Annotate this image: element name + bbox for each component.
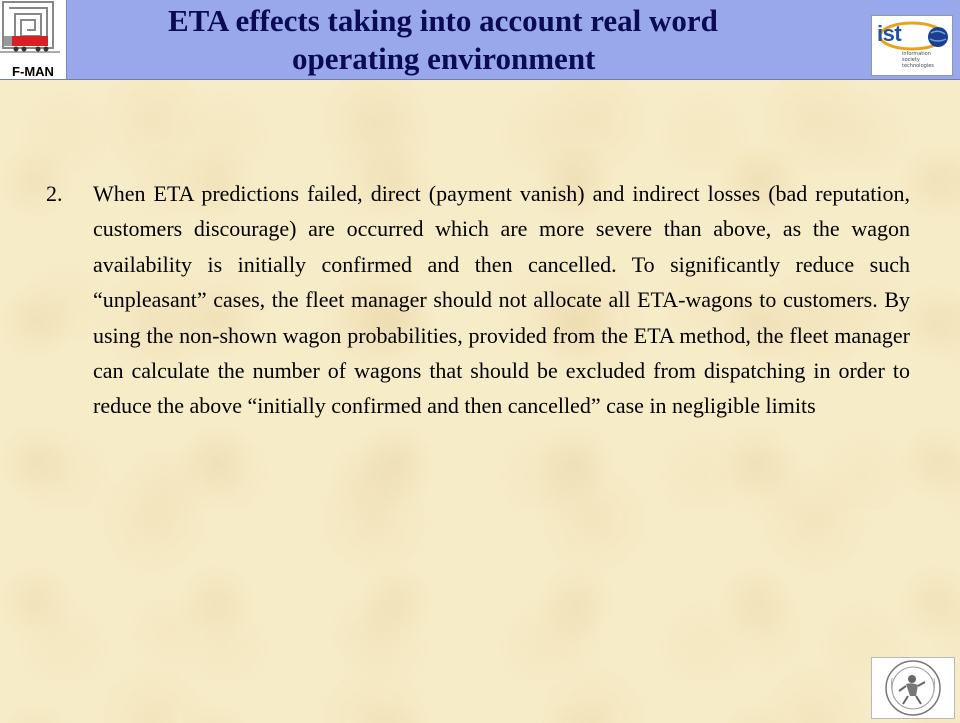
title-line-2: operating environment [292, 41, 596, 76]
ist-logo [871, 15, 953, 76]
page-title [70, 2, 870, 78]
list-item-number: 2. [46, 181, 63, 206]
fman-logo-text: F-MAN [12, 64, 54, 79]
header-bar [0, 0, 960, 80]
title-line-1: ETA effects taking into account real word [168, 3, 718, 38]
seal-emblem-icon [872, 658, 954, 718]
wagon-maze-icon [0, 0, 66, 64]
list-item-text: When ETA predictions failed, direct (payment vanish) and indirect losses (bad reputation, customers discourage) are occurred which are more severe than above, as the wagon availability is initially confirmed and then cancelled. To significantly reduce such “unpleasant” cases, the fleet manager should not allocate all ETA-wagons to customers. By using the non-shown wagon probabilities, provided from the ETA method, the fleet manager can calculate the number of wagons that should be excluded from dispatching in order to reduce the above “initially confirmed and then cancelled” case in negligible limits [93, 181, 910, 419]
slide-body [46, 176, 910, 424]
fman-logo [0, 0, 67, 79]
ist-logo-subtext: information society technologies [902, 51, 934, 69]
university-seal-logo [871, 657, 955, 719]
ist-logo-text: ist [877, 21, 902, 46]
